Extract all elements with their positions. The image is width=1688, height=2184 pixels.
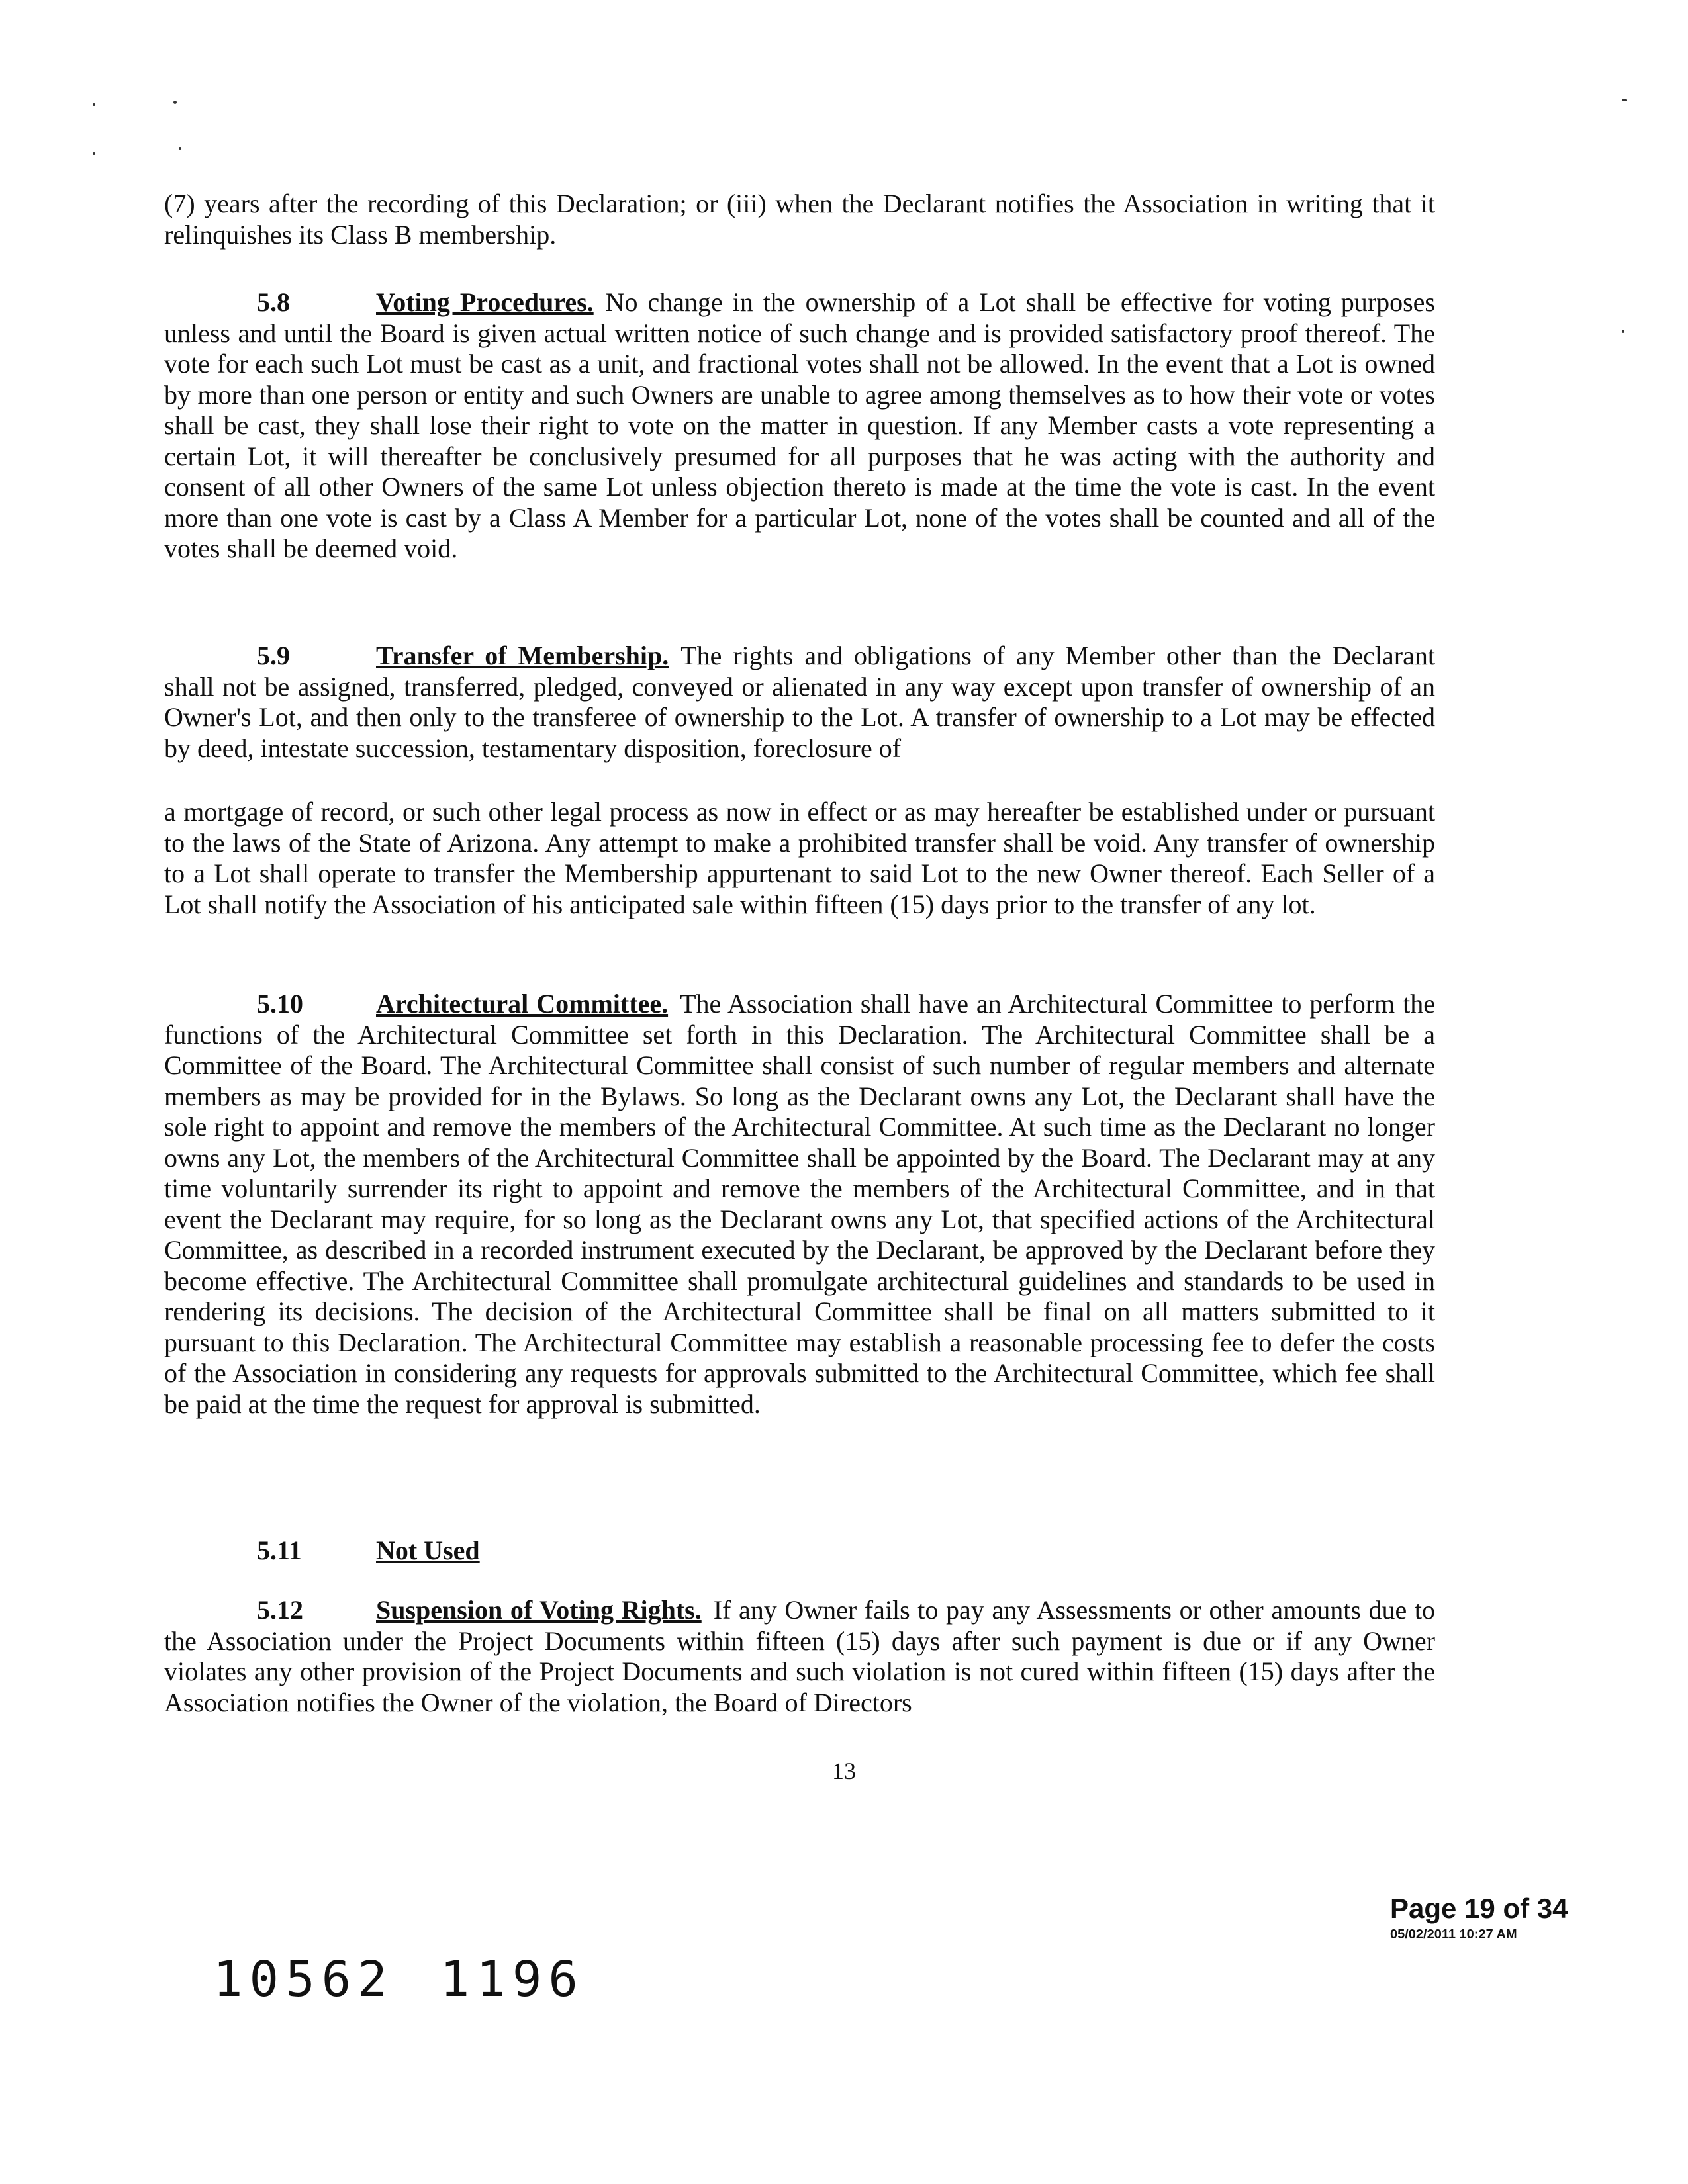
section-5-9-paragraph [164,641,1435,764]
section-5-11 [164,1535,492,1567]
section-5-8-paragraph [164,287,1435,565]
scan-speck [1622,99,1627,101]
section-continuation-text: a mortgage of record, or such other legal process as now in effect or as may hereafter be established under or pursuant to the laws of the State of Arizona. Any attempt to make a prohibited transfer shall be void. Any transfer of ownership to a Lot shall operate to transfer the Membership appurtenant to said Lot to the new Owner thereof. Each Seller of a Lot shall notify the Association of his anticipated sale within fifteen (15) days prior to the transfer of any lot. [164,797,1435,919]
section-5-8 [164,287,1435,565]
scan-speck [93,152,95,155]
scan-speck [173,101,177,104]
section-title: Transfer of Membership. [376,641,669,670]
recorder-page-stamp: Page 19 of 34 [1390,1893,1568,1924]
section-title: Voting Procedures. [376,287,594,317]
section-5-12 [164,1595,1435,1718]
section-number: 5.9 [257,641,290,670]
scan-speck [1622,330,1624,333]
section-number: 5.12 [257,1595,303,1625]
scan-speck [179,147,181,150]
recorder-datetime-stamp: 05/02/2011 10:27 AM [1390,1927,1517,1942]
section-title: Architectural Committee. [376,989,669,1019]
section-5-12-paragraph [164,1595,1435,1718]
section-title: Not Used [376,1535,480,1565]
recording-number [213,1951,631,2008]
intro-paragraph [164,189,1435,250]
section-5-10-paragraph [164,989,1435,1420]
section-number: 5.8 [257,287,290,317]
section-5-10 [164,989,1435,1420]
section-5-9-continuation [164,797,1435,920]
section-text: The rights and obligations of any Member other than the Declarant shall not be assigned, transferred, pledged, conveyed or alienated in any way except upon transfer of ownership of an Owner's Lot, and then only to the transferee of ownership to the Lot. A transfer of ownership to a Lot may be effected by deed, intestate succession, testamentary disposition, foreclosure of [164,641,1435,763]
scan-speck [93,103,95,106]
section-text: No change in the ownership of a Lot shall be effective for voting purposes unless and until the Board is given actual written notice of such change and is provided satisfactory proof thereof. The vote for each such Lot must be cast as a unit, and fractional votes shall not be allowed. In the event that a Lot is owned by more than one person or entity and such Owners are unable to agree among themselves as to how their vote or votes shall be cast, they shall lose their right to vote on the matter in question. If any Member casts a vote representing a certain Lot, it will thereafter be conclusively presumed for all purposes that he was acting with the authority and consent of all other Owners of the same Lot unless objection thereto is made at the time the vote is cast. In the event more than one vote is cast by a Class A Member for a particular Lot, none of the votes shall be counted and all of the votes shall be deemed void. [164,287,1435,563]
recording-book: 10562 [213,1951,394,2008]
section-number: 5.11 [257,1535,302,1565]
section-text: The Association shall have an Architectural Committee to perform the functions of the Architectural Committee set forth in this Declaration. The Architectural Committee shall be a Committee of the Board. The Architectural Committee shall consist of such number of regular members and alternate members as may be provided for in the Bylaws. So long as the Declarant owns any Lot, the Declarant shall have the sole right to appoint and remove the members of the Architectural Committee. At such time as the Declarant no longer owns any Lot, the members of the Architectural Committee shall be appointed by the Board. The Declarant may at any time voluntarily surrender its right to appoint and remove the members of the Architectural Committee, and in that event the Declarant may require, for so long as the Declarant owns any Lot, that specified actions of the Architectural Committee, as described in a recorded instrument executed by the Declarant, be approved by the Declarant before they become effective. The Architectural Committee shall promulgate architectural guidelines and standards to be used in rendering its decisions. The decision of the Architectural Committee shall be final on all matters submitted to it pursuant to this Declaration. The Architectural Committee may establish a reasonable processing fee to defer the costs of the Association in considering any requests for approvals submitted to the Architectural Committee, which fee shall be paid at the time the request for approval is submitted. [164,989,1435,1419]
recording-page: 1196 [440,1951,585,2008]
section-text: If any Owner fails to pay any Assessments or other amounts due to the Association under the Project Documents within fifteen (15) days after such payment is due or if any Owner violates any other provision of the Project Documents and such violation is not cured within fifteen (15) days after the Association notifies the Owner of the violation, the Board of Directors [164,1595,1435,1717]
section-number: 5.10 [257,989,303,1019]
intro-text: (7) years after the recording of this Declaration; or (iii) when the Declarant notifies the Association in writing that it relinquishes its Class B membership. [164,189,1435,250]
section-title: Suspension of Voting Rights. [376,1595,702,1625]
page-number: 13 [832,1758,856,1784]
section-5-9 [164,641,1435,764]
